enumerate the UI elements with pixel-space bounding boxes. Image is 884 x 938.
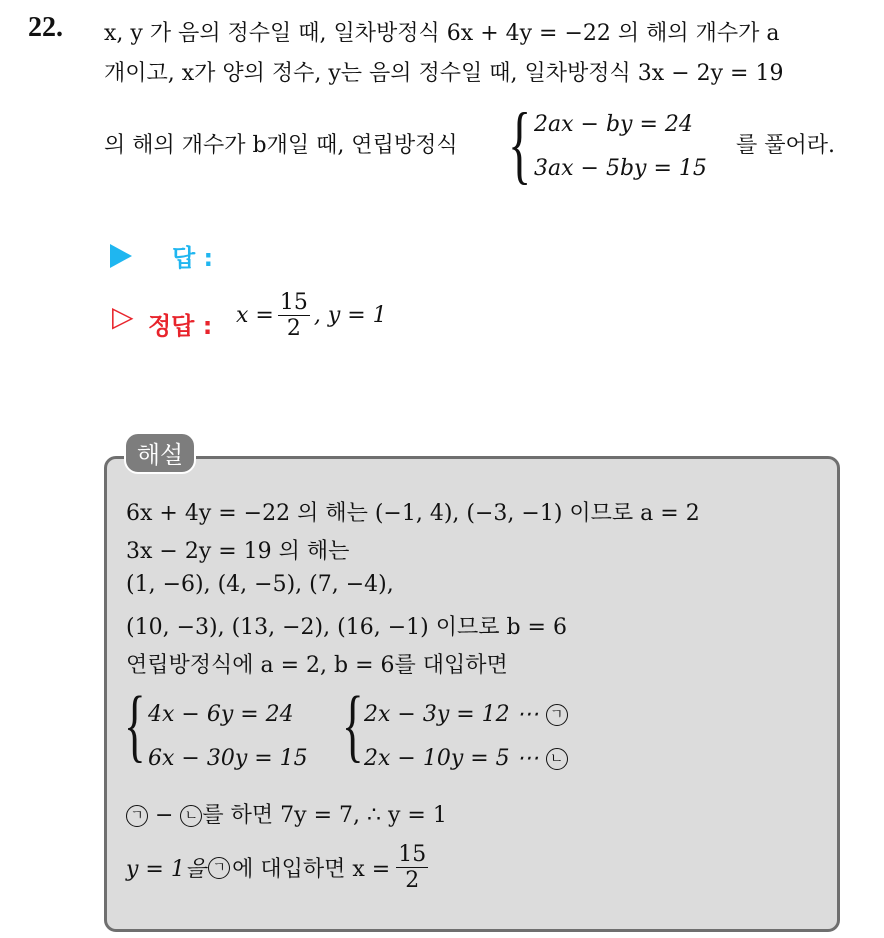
solution-final-line (126, 842, 428, 894)
solution-line-5: 연립방정식에 a = 2, b = 6를 대입하면 (126, 653, 508, 678)
solution-line-2: 3x − 2y = 19 의 해는 (126, 539, 350, 564)
circle-mark-1: ㄱ (208, 857, 230, 879)
system-a-brace: { (124, 679, 146, 770)
question-number: 22. (28, 12, 63, 43)
answer-x-prefix: x = (236, 303, 274, 329)
system-b-equation-2 (364, 746, 568, 771)
final-pre: y = 1을 (126, 857, 207, 883)
play-arrow-icon (110, 244, 132, 268)
final-mid: 에 대입하면 x = (232, 857, 391, 883)
question-line-1: x, y 가 음의 정수일 때, 일차방정식 6x + 4y = −22 의 해의 개수가 a (104, 21, 780, 46)
circle-mark-2: ㄴ (180, 805, 202, 827)
answer-y: , y = 1 (313, 303, 387, 329)
system-b-eq1-text: 2x − 3y = 12 ⋯ (364, 702, 539, 727)
solution-tab: 해설 (124, 432, 196, 474)
minus-sign: − (148, 803, 181, 828)
step-text: 를 하면 7y = 7, ∴ y = 1 (202, 803, 447, 828)
question-line-2: 개이고, x가 양의 정수, y는 음의 정수일 때, 일차방정식 3x − 2y = 19 (104, 61, 784, 86)
final-fraction (396, 842, 428, 894)
circle-mark-2: ㄴ (546, 748, 568, 770)
correct-answer-value (236, 290, 387, 342)
system-b-eq2-text: 2x − 10y = 5 ⋯ (364, 746, 539, 771)
solution-line-3: (1, −6), (4, −5), (7, −4), (126, 572, 394, 597)
final-fraction-denominator: 2 (405, 868, 420, 894)
solution-line-1: 6x + 4y = −22 의 해는 (−1, 4), (−3, −1) 이므로 a = 2 (126, 501, 700, 526)
answer-fraction (278, 290, 310, 342)
system-equation-1: 2ax − by = 24 (534, 112, 693, 137)
correct-answer-label: 정답 : (148, 312, 213, 340)
answer-fraction-numerator: 15 (279, 290, 308, 315)
circle-mark-1: ㄱ (546, 704, 568, 726)
question-line-3-end: 를 풀어라. (736, 133, 835, 158)
system-a-equation-1: 4x − 6y = 24 (148, 702, 294, 727)
system-brace: { (508, 96, 532, 193)
solution-step-line (126, 798, 447, 829)
system-b-brace: { (342, 679, 364, 770)
circle-mark-1: ㄱ (126, 805, 148, 827)
solution-line-4: (10, −3), (13, −2), (16, −1) 이므로 b = 6 (126, 615, 567, 640)
system-b-equation-1 (364, 702, 568, 727)
system-a-equation-2: 6x − 30y = 15 (148, 746, 308, 771)
question-line-3: 의 해의 개수가 b개일 때, 연립방정식 (104, 133, 458, 158)
final-fraction-numerator: 15 (398, 842, 427, 867)
outline-arrow-icon: ▷ (112, 300, 134, 333)
system-equation-2: 3ax − 5by = 15 (534, 156, 707, 181)
answer-label: 답 : (172, 244, 214, 272)
answer-fraction-denominator: 2 (286, 316, 301, 342)
